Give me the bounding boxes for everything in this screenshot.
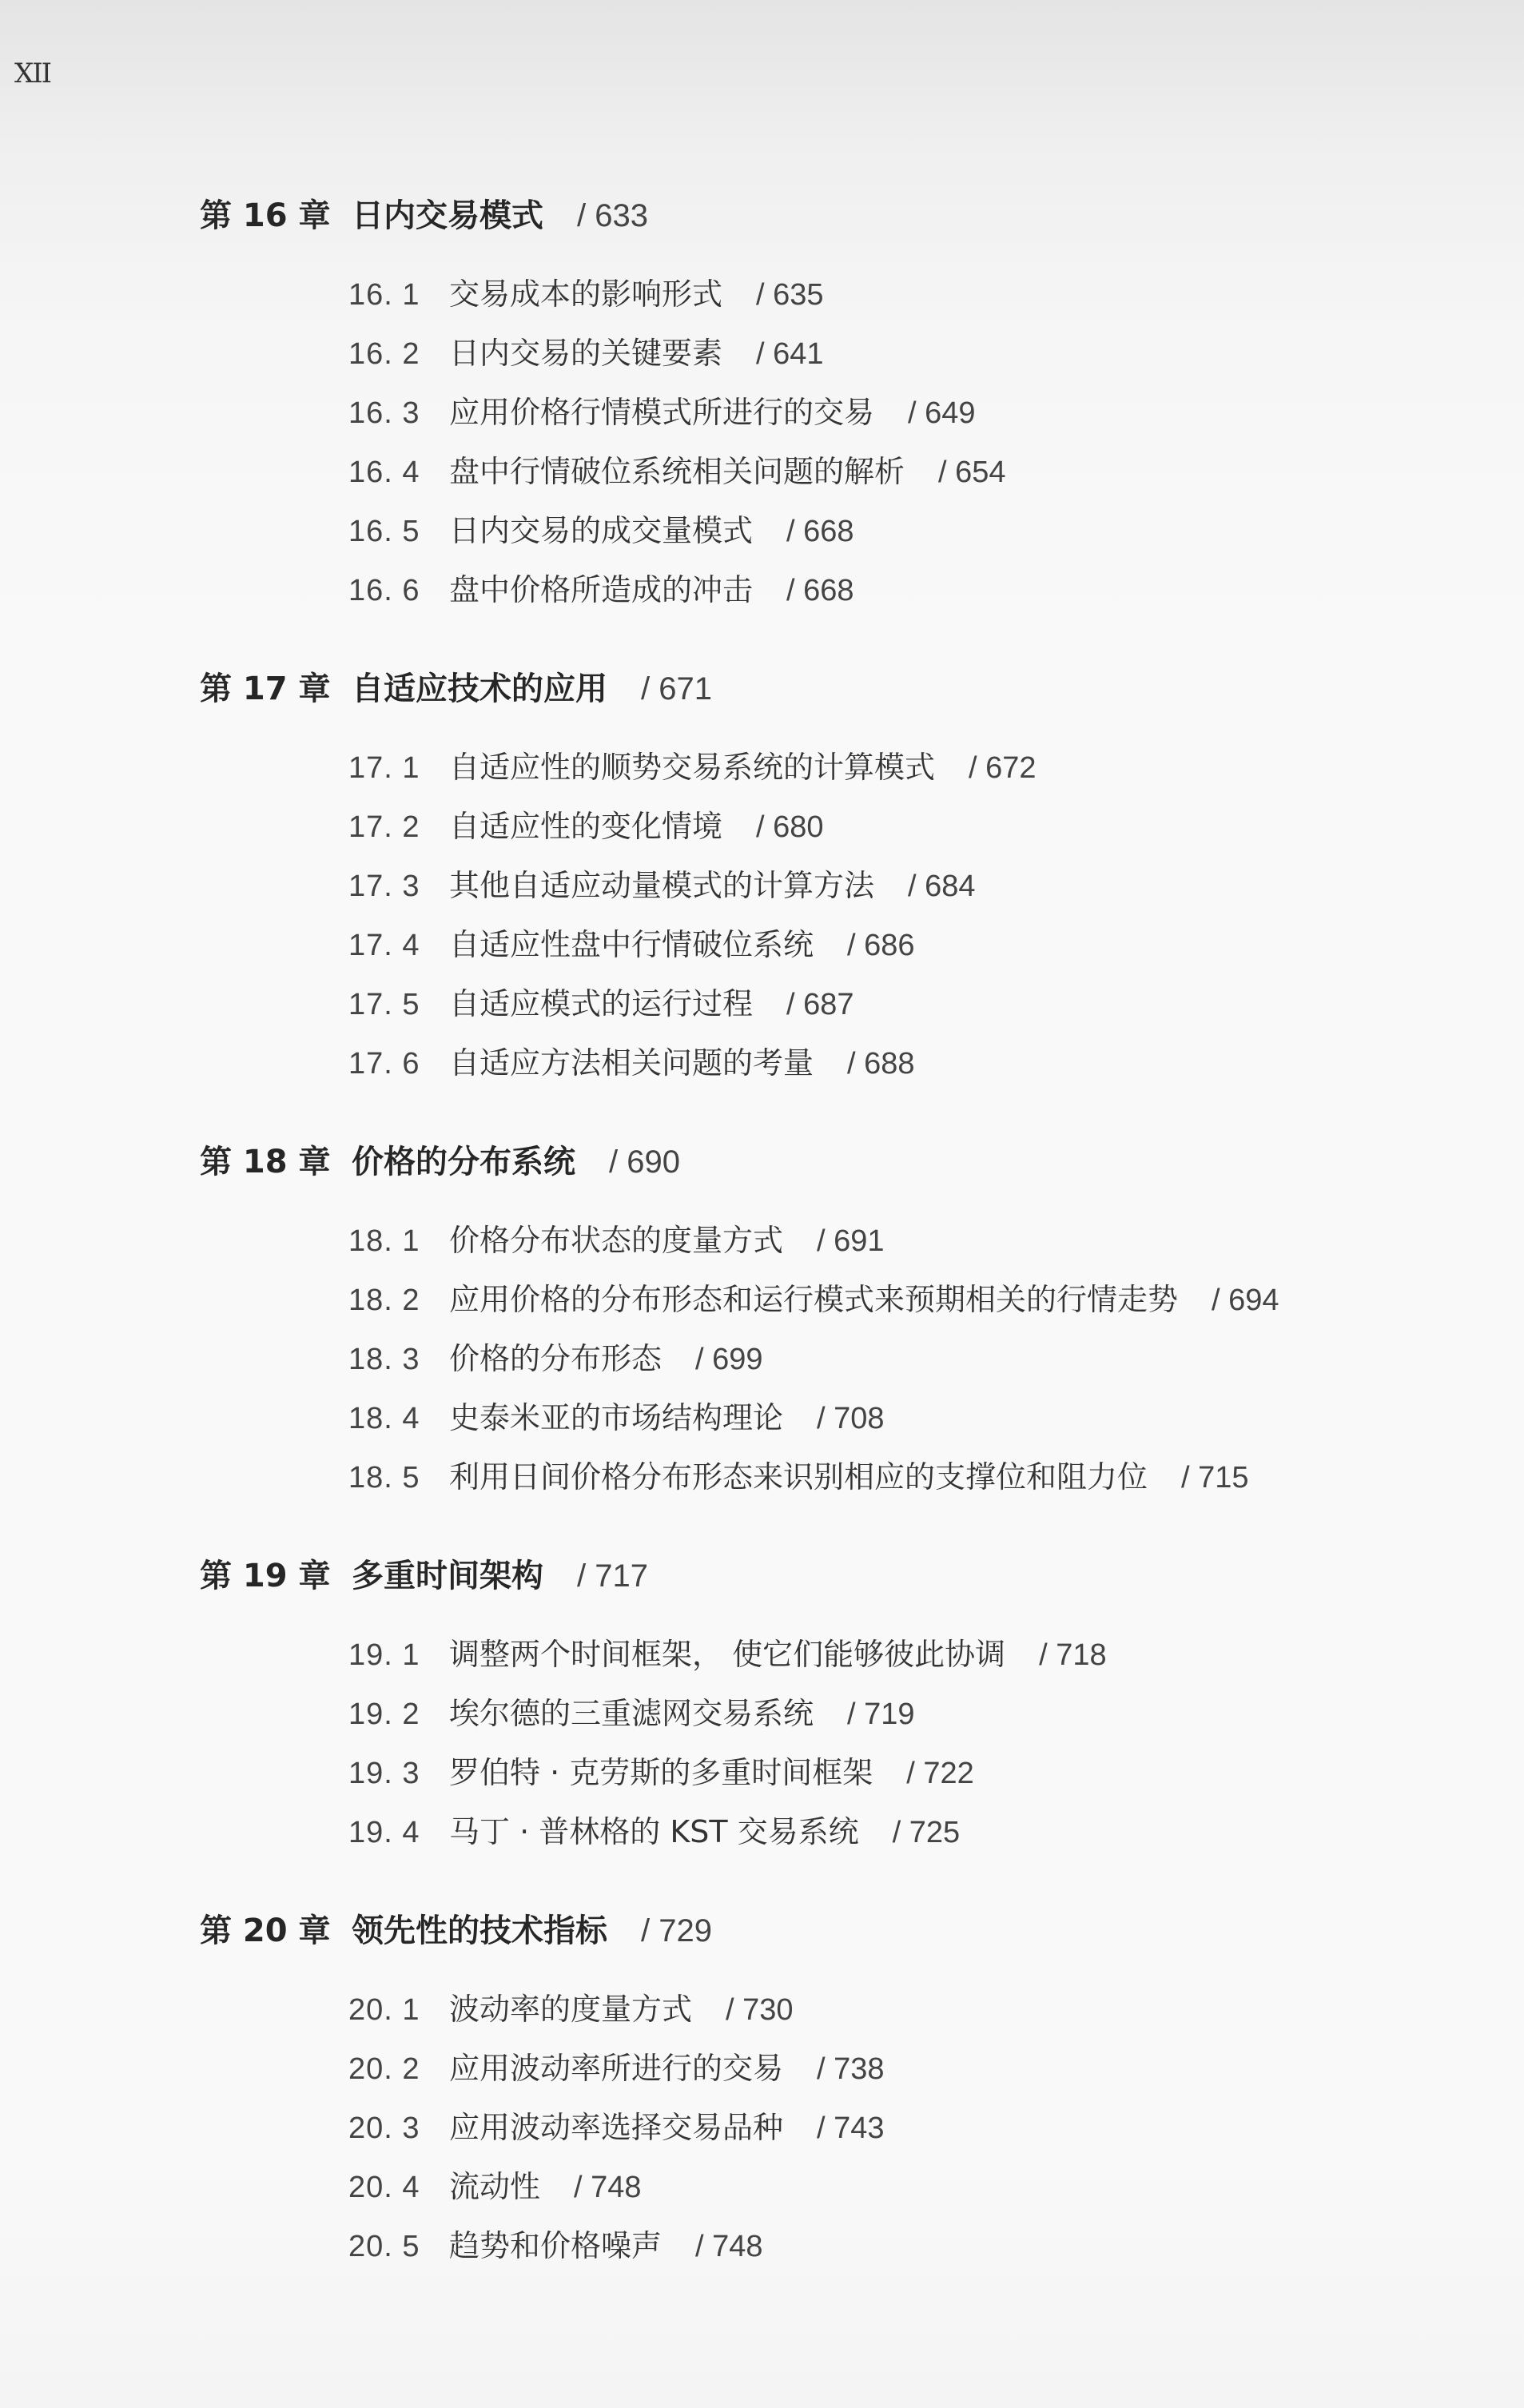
- section-number: 16. 5: [348, 515, 420, 548]
- section-title: 应用波动率所进行的交易: [449, 2051, 784, 2086]
- section-title: 流动性: [449, 2169, 541, 2204]
- toc-section-row: [348, 1632, 1107, 1677]
- section-title: 盘中行情破位系统相关问题的解析: [449, 454, 905, 489]
- toc-section-row: [348, 449, 1006, 494]
- section-number: 20. 1: [348, 1993, 420, 2027]
- toc-section-row: [348, 508, 854, 553]
- section-title: 自适应性盘中行情破位系统: [449, 927, 814, 962]
- section-page-ref: / 687: [786, 988, 854, 1021]
- section-number: 19. 3: [348, 1757, 420, 1790]
- section-page-ref: / 722: [906, 1757, 974, 1790]
- section-title: 自适应方法相关问题的考量: [449, 1045, 814, 1081]
- section-page-ref: / 641: [756, 337, 824, 371]
- section-number: 18. 5: [348, 1461, 420, 1495]
- section-title: 史泰米亚的市场结构理论: [449, 1400, 784, 1435]
- section-page-ref: / 699: [695, 1343, 763, 1376]
- section-title: 应用价格行情模式所进行的交易: [449, 395, 875, 430]
- chapter-heading: [200, 1138, 680, 1186]
- section-number: 17. 4: [348, 929, 420, 962]
- section-number: 18. 1: [348, 1224, 420, 1258]
- section-title: 趋势和价格噪声: [449, 2228, 663, 2263]
- chapter-title: 自适应技术的应用: [352, 671, 607, 707]
- section-title: 盘中价格所造成的冲击: [449, 572, 754, 607]
- section-title: 应用波动率选择交易品种: [449, 2110, 784, 2145]
- toc-section-row: [348, 1809, 960, 1854]
- section-number: 17. 6: [348, 1047, 420, 1081]
- chapter-title: 价格的分布系统: [352, 1144, 575, 1180]
- section-title: 价格分布状态的度量方式: [449, 1223, 784, 1258]
- chapter-title: 领先性的技术指标: [352, 1912, 607, 1949]
- toc-section-row: [348, 1218, 885, 1263]
- section-page-ref: / 688: [847, 1047, 915, 1081]
- section-number: 18. 3: [348, 1343, 420, 1376]
- section-page-ref: / 718: [1039, 1638, 1107, 1672]
- section-title: 自适应性的变化情境: [449, 809, 723, 844]
- chapter-label: 第 20 章: [200, 1912, 331, 1949]
- section-page-ref: / 684: [908, 870, 976, 903]
- toc-section-row: [348, 1277, 1279, 1322]
- section-page-ref: / 635: [756, 278, 824, 312]
- section-page-ref: / 715: [1181, 1461, 1249, 1495]
- section-number: 20. 4: [348, 2171, 420, 2204]
- toc-section-row: [348, 1336, 763, 1381]
- section-page-ref: / 686: [847, 929, 915, 962]
- toc-section-row: [348, 745, 1037, 790]
- chapter-heading: [200, 192, 648, 240]
- chapter-heading: [200, 1552, 648, 1600]
- section-number: 17. 5: [348, 988, 420, 1021]
- section-title: 自适应模式的运行过程: [449, 986, 754, 1021]
- chapter-label: 第 18 章: [200, 1144, 331, 1180]
- section-title: 其他自适应动量模式的计算方法: [449, 868, 875, 903]
- section-page-ref: / 748: [695, 2230, 763, 2263]
- section-page-ref: / 738: [817, 2052, 885, 2086]
- section-page-ref: / 649: [908, 396, 976, 430]
- toc-section-row: [348, 272, 824, 316]
- chapter-page-ref: / 717: [577, 1558, 648, 1594]
- section-title: 利用日间价格分布形态来识别相应的支撑位和阻力位: [449, 1459, 1148, 1495]
- toc-section-row: [348, 922, 915, 967]
- section-title: 日内交易的成交量模式: [449, 513, 754, 548]
- section-number: 16. 4: [348, 456, 420, 489]
- section-page-ref: / 680: [756, 810, 824, 844]
- chapter-title: 多重时间架构: [352, 1558, 543, 1594]
- section-title: 日内交易的关键要素: [449, 336, 723, 371]
- section-number: 16. 6: [348, 574, 420, 607]
- section-number: 20. 2: [348, 2052, 420, 2086]
- section-number: 16. 2: [348, 337, 420, 371]
- chapter-title: 日内交易模式: [352, 197, 543, 234]
- section-number: 18. 2: [348, 1284, 420, 1317]
- section-number: 19. 2: [348, 1698, 420, 1731]
- section-title: 价格的分布形态: [449, 1341, 663, 1376]
- toc-section-row: [348, 1987, 794, 2032]
- section-number: 17. 1: [348, 751, 420, 785]
- section-page-ref: / 668: [786, 515, 854, 548]
- chapter-page-ref: / 671: [641, 671, 712, 706]
- section-page-ref: / 719: [847, 1698, 915, 1731]
- toc-section-row: [348, 1750, 974, 1795]
- section-number: 18. 4: [348, 1402, 420, 1435]
- toc-section-row: [348, 1691, 915, 1736]
- section-title: 波动率的度量方式: [449, 1992, 693, 2027]
- section-title: 罗伯特 · 克劳斯的多重时间框架: [449, 1755, 873, 1790]
- section-page-ref: / 654: [938, 456, 1006, 489]
- section-number: 16. 3: [348, 396, 420, 430]
- section-page-ref: / 694: [1212, 1284, 1279, 1317]
- toc-section-row: [348, 863, 976, 908]
- section-number: 20. 3: [348, 2111, 420, 2145]
- page-number: XII: [14, 58, 51, 90]
- toc-section-row: [348, 2164, 642, 2209]
- section-number: 17. 2: [348, 810, 420, 844]
- section-number: 16. 1: [348, 278, 420, 312]
- toc-section-row: [348, 2223, 763, 2268]
- section-title: 调整两个时间框架， 使它们能够彼此协调: [449, 1637, 1006, 1672]
- section-title: 马丁 · 普林格的 KST 交易系统: [449, 1814, 859, 1849]
- toc-section-row: [348, 331, 824, 376]
- chapter-label: 第 17 章: [200, 671, 331, 707]
- section-number: 19. 1: [348, 1638, 420, 1672]
- chapter-page-ref: / 729: [641, 1913, 712, 1948]
- chapter-label: 第 19 章: [200, 1558, 331, 1594]
- chapter-heading: [200, 665, 712, 713]
- section-title: 自适应性的顺势交易系统的计算模式: [449, 750, 936, 785]
- section-number: 19. 4: [348, 1816, 420, 1849]
- toc-section-row: [348, 1395, 885, 1440]
- section-page-ref: / 672: [969, 751, 1037, 785]
- section-title: 应用价格的分布形态和运行模式来预期相关的行情走势: [449, 1282, 1179, 1317]
- section-title: 埃尔德的三重滤网交易系统: [449, 1696, 814, 1731]
- toc-section-row: [348, 1041, 915, 1085]
- section-page-ref: / 668: [786, 574, 854, 607]
- section-title: 交易成本的影响形式: [449, 277, 723, 312]
- section-number: 17. 3: [348, 870, 420, 903]
- section-page-ref: / 725: [892, 1816, 961, 1849]
- toc-section-row: [348, 390, 976, 435]
- section-page-ref: / 708: [817, 1402, 885, 1435]
- toc-section-row: [348, 2105, 885, 2150]
- chapter-page-ref: / 690: [609, 1144, 680, 1180]
- toc-section-row: [348, 804, 824, 849]
- toc-section-row: [348, 2046, 885, 2091]
- section-page-ref: / 743: [817, 2111, 885, 2145]
- chapter-heading: [200, 1907, 712, 1955]
- section-number: 20. 5: [348, 2230, 420, 2263]
- chapter-page-ref: / 633: [577, 198, 648, 233]
- toc-section-row: [348, 567, 854, 612]
- section-page-ref: / 730: [726, 1993, 794, 2027]
- toc-section-row: [348, 981, 854, 1026]
- section-page-ref: / 691: [817, 1224, 885, 1258]
- toc-section-row: [348, 1455, 1249, 1499]
- section-page-ref: / 748: [574, 2171, 642, 2204]
- chapter-label: 第 16 章: [200, 197, 331, 234]
